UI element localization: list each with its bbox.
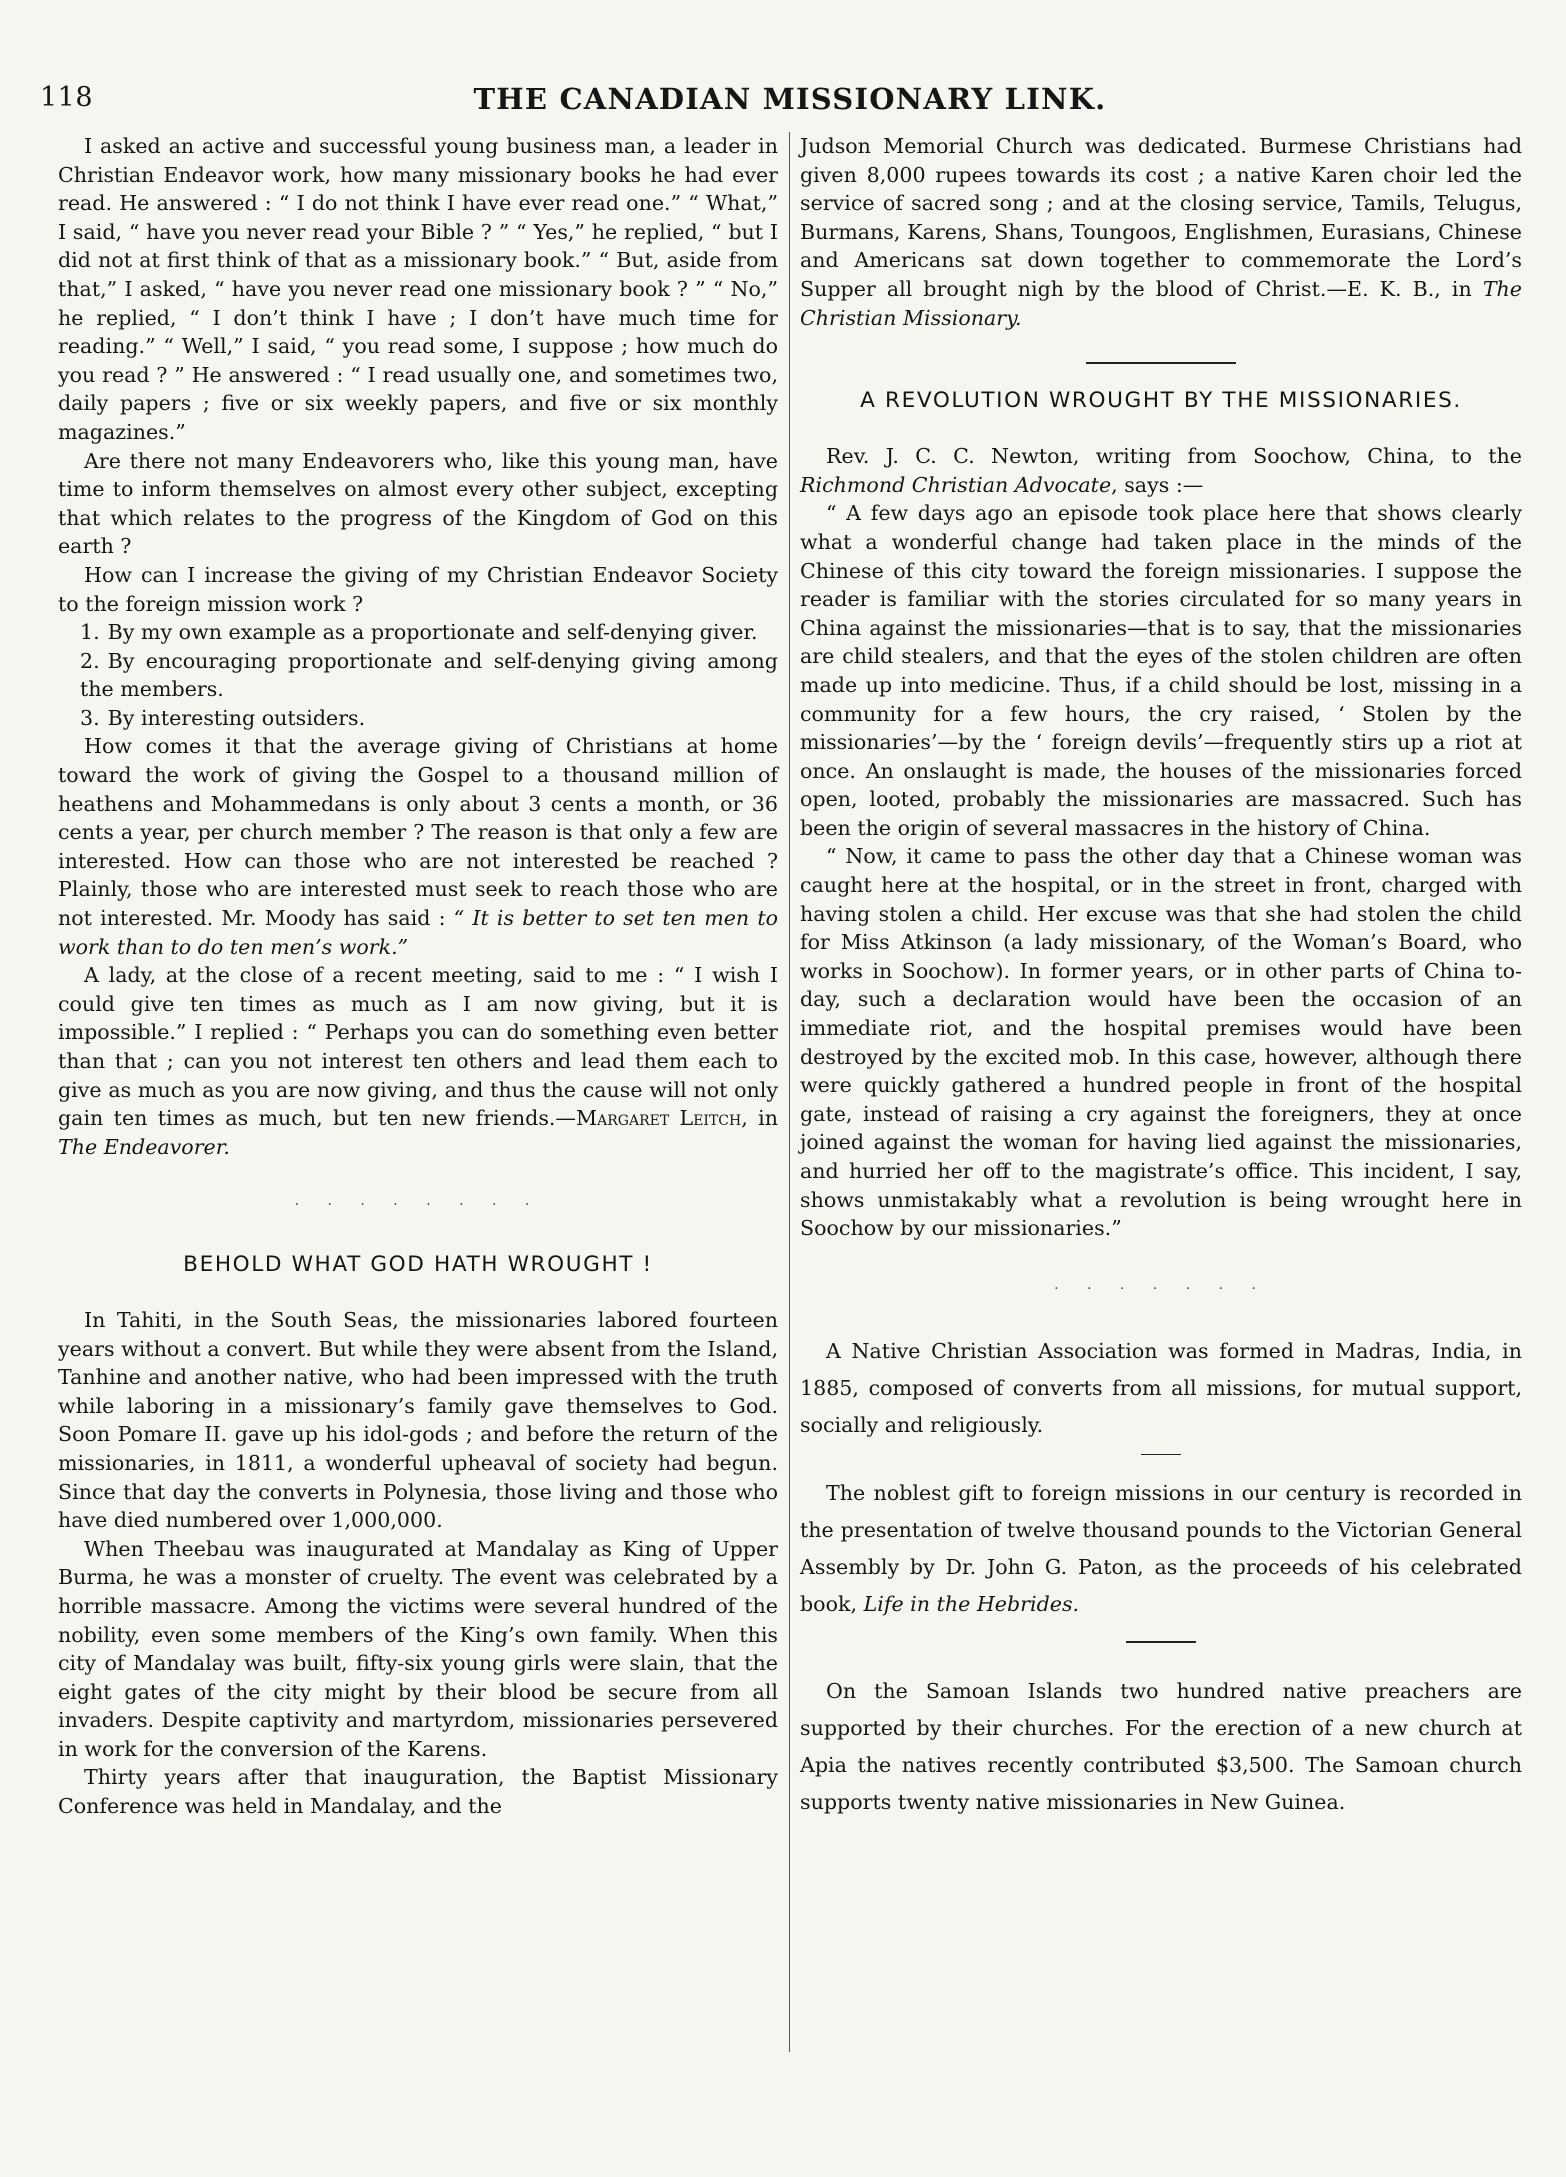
right-column [800, 132, 1522, 1821]
separator-rule [1141, 1454, 1181, 1455]
author-name: Margaret Leitch [576, 1106, 742, 1131]
separator-rule [1086, 362, 1236, 364]
page-number: 118 [40, 82, 94, 113]
paragraph-madras: A Native Christian Association was formed in Madras, India, in 1885, composed of converts from all missions, for mutual support, socially and religiously. [800, 1339, 1522, 1438]
moody-quote: “ It is better to set ten men to work than to do ten men’s work.” [58, 906, 778, 959]
paragraph-lady-meeting: A lady, at the close of a recent meeting, said to me : “ I wish I could give ten times as much as I am now giving, but it is impossible.” I replied : “ Perhaps you can do something even better than that ; can you not interest ten others and lead them each to give as much as you are now giving, and thus the cause will not only gain ten times as much, but ten new friends.—Margaret Leitch, in The Endeavorer. [58, 963, 778, 1159]
paragraph-endeavorers: Are there not many Endeavorers who, like this young man, have time to inform themselves on almost every other subject, excepting that which relates to the progress of the Kingdom of God on this earth ? [58, 448, 778, 559]
list-item: 3. By interesting outsiders. [80, 705, 366, 730]
journal-title: THE CANADIAN MISSIONARY LINK. [473, 82, 1107, 116]
source-title: Richmond Christian Advocate [800, 472, 1112, 497]
paragraph-theebau: When Theebau was inaugurated at Mandalay as King of Upper Burma, he was a monster of cruelty. The event was celebrated by a horrible massacre. Among the victims were several hundred of the nobility, even some members of the King’s own family. When this city of Mandalay was built, fifty-six young girls were slain, that the eight gates of the city might by their blood be secure from all invaders. Despite captivity and martyrdom, missionaries persevered in work for the conversion of the Karens. [58, 1536, 778, 1761]
paragraph-average-giving: How comes it that the average giving of Christians at home toward the work of giving the Gospel to a thousand million of heathens and Mohammedans is only about 3 cents a month, or 36 cents a year, per church member ? The reason is that only a few are interested. How can those who are not interested be reached ? Plainly, those who are interested must seek to reach those who are not interested. Mr. Moody has said : “ It is better to set ten men to work than to do ten men’s work.” [58, 734, 778, 959]
source-title: The Endeavorer. [58, 1134, 230, 1159]
paragraph-paton: The noblest gift to foreign missions in our century is recorded in the presentation of twelve thousand pounds to the Victorian General Assembly by Dr. John G. Paton, as the proceeds of his celebrated book, Life in the Hebrides. [800, 1481, 1522, 1617]
separator-rule [1126, 1641, 1196, 1643]
paragraph-business-man: I asked an active and successful young business man, a leader in Christian Endeavor work, how many missionary books he had ever read. He answered : “ I do not think I have ever read one.” “ What,” I said, “ have you never read your Bible ? ” “ Yes,” he replied, “ but I did not at first think of that as a missionary book.” “ But, aside from that,” I asked, “ have you never read one missionary book ? ” “ No,” he replied, “ I don’t think I have ; I don’t have much time for reading.” “ Well,” I said, “ you read some, I suppose ; how much do you read ? ” He answered : “ I read usually one, and sometimes two, daily papers ; five or six weekly papers, and five or six monthly magazines.” [58, 134, 778, 444]
column-divider [789, 132, 790, 2052]
paragraph-tahiti: In Tahiti, in the South Seas, the missionaries labored fourteen years without a convert. But while they were absent from the Island, Tanhine and another native, who had been impressed with the truth while laboring in a missionary’s family gave themselves to God. Soon Pomare II. gave up his idol-gods ; and before the return of the missionaries, in 1811, a wonderful upheaval of society had begun. Since that day the converts in Polynesia, those living and those who have died numbered over 1,000,000. [58, 1307, 778, 1533]
left-column [58, 132, 778, 1821]
source-title: The Christian Missionary. [800, 276, 1522, 330]
paragraph-samoan: On the Samoan Islands two hundred native preachers are supported by their churches. For the erection of a new church at Apia the natives recently contributed $3,500. The Samoan church supports twenty native missionaries in New Guinea. [800, 1679, 1522, 1815]
section-title-revolution: A REVOLUTION WROUGHT BY THE MISSIONARIES. [860, 388, 1462, 414]
paragraph-judson-church: Judson Memorial Church was dedicated. Burmese Christians had given 8,000 rupees towards its cost ; a native Karen choir led the service of sacred song ; and at the closing service, Tamils, Telugus, Burmans, Karens, Shans, Toungoos, Englishmen, Eurasians, Chinese and Americans sat down together to commemorate the Lord’s Supper all brought nigh by the blood of Christ.—E. K. B., in The Christian Missionary. [800, 134, 1522, 330]
paragraph-newton: Rev. J. C. C. Newton, writing from Soochow, China, to the Richmond Christian Advocate, says :— [800, 444, 1522, 497]
paragraph-increase-giving: How can I increase the giving of my Christian Endeavor Society to the foreign mission work ? [58, 562, 778, 616]
section-title-behold: BEHOLD WHAT GOD HATH WROUGHT ! [183, 1251, 653, 1277]
separator-dots: · · · · · · · [1054, 1280, 1268, 1297]
paragraph-thirty-years: Thirty years after that inauguration, the Baptist Missionary Conference was held in Mandalay, and the [58, 1765, 778, 1819]
list-item: 1. By my own example as a proportionate and self-denying giver. [80, 620, 758, 645]
paragraph-chinese-woman: “ Now, it came to pass the other day that a Chinese woman was caught here at the hospital, or in the street in front, charged with having stolen a child. Her excuse was that she had stolen the child for Miss Atkinson (a lady missionary, of the Woman’s Board, who works in Soochow). In former years, or in other parts of China to-day, such a declaration would have been the occasion of an immediate riot, and the hospital premises would have been destroyed by the excited mob. In this case, however, although there were quickly gathered a hundred people in front of the hospital gate, instead of raising a cry against the foreigners, they at once joined against the woman for having lied against the missionaries, and hurried her off to the magistrate’s office. This incident, I say, shows unmistakably what a revolution is being wrought here in Soochow by our missionaries.” [800, 844, 1522, 1241]
separator-dots: · · · · · · · · [294, 1197, 542, 1214]
paragraph-episode: “ A few days ago an episode took place here that shows clearly what a wonderful change had taken place in the minds of the Chinese of this city toward the foreign missionaries. I suppose the reader is familiar with the stories circulated for so many years in China against the missionaries—that is to say, that the missionaries are child stealers, and that the eyes of the stolen children are often made up into medicine. Thus, if a child should be lost, missing in a community for a few hours, the cry raised, ‘ Stolen by the missionaries’—by the ‘ foreign devils’—frequently stirs up a riot at once. An onslaught is made, the houses of the missionaries forced open, looted, probably the missionaries are massacred. Such has been the origin of several massacres in the history of China. [800, 501, 1522, 840]
page-header [40, 82, 1540, 122]
list-item: 2. By encouraging proportionate and self-denying giving among the members. [80, 648, 778, 702]
book-title: Life in the Hebrides. [863, 1592, 1080, 1617]
